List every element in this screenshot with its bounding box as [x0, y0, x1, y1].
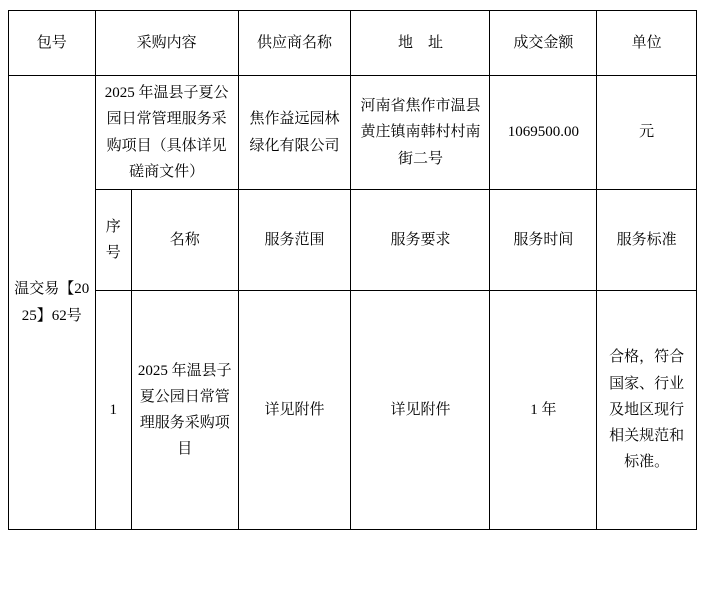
header-unit: 单位 — [597, 11, 697, 76]
subheader-service-requirement: 服务要求 — [351, 190, 490, 291]
award-result-table — [8, 10, 697, 530]
subheader-service-period: 服务时间 — [490, 190, 597, 291]
cell-seq-no: 1 — [95, 291, 131, 530]
header-address: 地 址 — [351, 11, 490, 76]
cell-award-amount: 1069500.00 — [490, 76, 597, 190]
cell-service-requirement: 详见附件 — [351, 291, 490, 530]
table-row — [9, 291, 697, 530]
cell-unit: 元 — [597, 76, 697, 190]
cell-address: 河南省焦作市温县黄庄镇南韩村村南街二号 — [351, 76, 490, 190]
subheader-seq-no: 序号 — [95, 190, 131, 291]
table-header-row — [9, 11, 697, 76]
cell-service-scope: 详见附件 — [238, 291, 351, 530]
cell-package-no: 温交易【2025】62号 — [9, 76, 96, 530]
subheader-service-scope: 服务范围 — [238, 190, 351, 291]
table-sub-header-row — [9, 190, 697, 291]
header-procurement-content: 采购内容 — [95, 11, 238, 76]
subheader-service-standard: 服务标准 — [597, 190, 697, 291]
header-award-amount: 成交金额 — [490, 11, 597, 76]
cell-supplier-name: 焦作益远园林绿化有限公司 — [238, 76, 351, 190]
cell-service-standard: 合格，符合国家、行业及地区现行相关规范和标准。 — [597, 291, 697, 530]
table-main-row — [9, 76, 697, 190]
cell-item-name: 2025 年温县子夏公园日常管理服务采购项目 — [131, 291, 238, 530]
header-supplier-name: 供应商名称 — [238, 11, 351, 76]
cell-service-period: 1 年 — [490, 291, 597, 530]
cell-procurement-content: 2025 年温县子夏公园日常管理服务采购项目（具体详见磋商文件） — [95, 76, 238, 190]
header-package-no: 包号 — [9, 11, 96, 76]
subheader-name: 名称 — [131, 190, 238, 291]
